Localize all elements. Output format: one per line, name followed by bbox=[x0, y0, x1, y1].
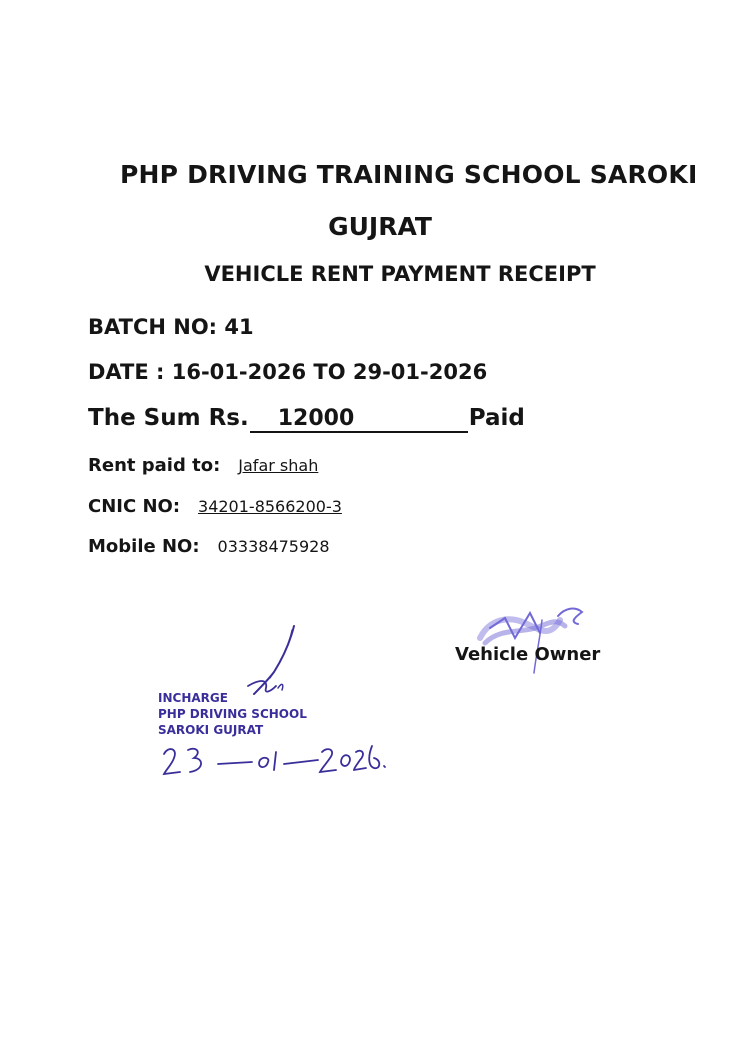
sum-amount: 12000 bbox=[250, 406, 468, 433]
school-city: GUJRAT bbox=[328, 212, 432, 241]
incharge-stamp bbox=[158, 690, 307, 738]
stamp-line-incharge: INCHARGE bbox=[158, 691, 228, 705]
mobile-label: Mobile NO: bbox=[88, 536, 200, 557]
mobile-row bbox=[88, 536, 330, 557]
owner-signature bbox=[470, 598, 600, 678]
school-name: PHP DRIVING TRAINING SCHOOL SAROKI bbox=[120, 160, 698, 189]
rent-paid-to-row bbox=[88, 455, 318, 476]
rent-paid-to-value: Jafar shah bbox=[238, 456, 319, 475]
receipt-title: VEHICLE RENT PAYMENT RECEIPT bbox=[204, 262, 596, 286]
cnic-value: 34201-8566200-3 bbox=[198, 497, 342, 516]
cnic-row bbox=[88, 496, 342, 517]
sum-suffix: Paid bbox=[468, 405, 525, 431]
sum-paid-row bbox=[88, 405, 525, 433]
date-range: DATE : 16-01-2026 TO 29-01-2026 bbox=[88, 360, 488, 384]
mobile-value: 03338475928 bbox=[217, 537, 330, 556]
rent-paid-to-label: Rent paid to: bbox=[88, 455, 221, 476]
stamp-line-school: PHP DRIVING SCHOOL bbox=[158, 707, 307, 721]
handwritten-date bbox=[160, 740, 390, 790]
batch-number: BATCH NO: 41 bbox=[88, 315, 254, 339]
cnic-label: CNIC NO: bbox=[88, 496, 181, 517]
stamp-line-location: SAROKI GUJRAT bbox=[158, 723, 264, 737]
vehicle-owner-label: Vehicle Owner bbox=[455, 644, 601, 665]
sum-prefix: The Sum Rs. bbox=[88, 405, 249, 431]
